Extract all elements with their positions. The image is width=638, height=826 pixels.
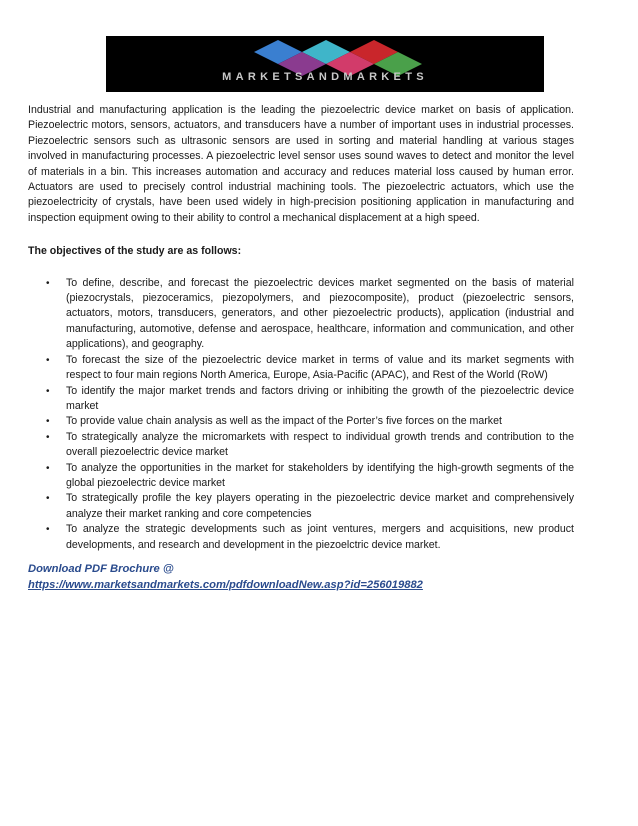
objective-text: To strategically analyze the micromarkets with respect to individual growth trends and contribution to the overall piezoelectric device market [66, 430, 574, 459]
objective-item [28, 461, 574, 492]
bullet-icon: • [46, 385, 50, 397]
logo-diamonds-graphic [106, 36, 544, 92]
bullet-icon: • [46, 493, 50, 505]
download-brochure-label: Download PDF Brochure @ [28, 562, 174, 575]
objective-text: To strategically profile the key players operating in the piezoelectric device market and comprehensively analyze their market ranking and core competencies [66, 492, 574, 520]
bullet-icon: • [46, 431, 50, 443]
objectives-heading: The objectives of the study are as follows: [28, 245, 242, 258]
bullet-icon: • [46, 277, 50, 289]
bullet-icon: • [46, 416, 50, 428]
objective-item [28, 522, 574, 553]
download-brochure-block [28, 561, 574, 593]
bullet-icon: • [46, 354, 50, 366]
objective-text: To analyze the strategic developments such as joint ventures, mergers and acquisitions, new product developments, and research and development in the piezoelctric device market. [66, 523, 574, 551]
objective-item [28, 491, 574, 522]
download-brochure-link[interactable]: https://www.marketsandmarkets.com/pdfdownloadNew.asp?id=256019882 [28, 578, 423, 591]
bullet-icon: • [46, 524, 50, 536]
document-body [28, 103, 574, 593]
objective-item [28, 430, 574, 461]
objective-item [28, 276, 574, 353]
logo-brand-text: MARKETSANDMARKETS [222, 71, 428, 83]
objective-text: To analyze the opportunities in the market for stakeholders by identifying the high-growth segments of the global piezoelectric device market [66, 461, 574, 489]
objective-item [28, 384, 574, 415]
objective-item [28, 353, 574, 384]
objectives-list [28, 276, 574, 553]
objective-text: To forecast the size of the piezoelectric device market in terms of value and its market segments with respect to four main regions North America, Europe, Asia-Pacific (APAC), and Rest of the World (RoW) [66, 353, 574, 382]
objective-text: To provide value chain analysis as well as the impact of the Porter’s five forces on the market [66, 415, 502, 428]
bullet-icon: • [46, 462, 50, 474]
marketsandmarkets-logo [106, 36, 544, 92]
objective-text: To define, describe, and forecast the piezoelectric devices market segmented on the basis of material (piezocrystals, piezoceramics, piezopolymers, and piezocomposite), product (piezoelectric sensors, actuators, motors, transducers, generators, and other piezoelectric products), application (industrial and manufacturing, automotive, defense and aerospace, healthcare, information and communication, and other applications), and geography. [66, 276, 574, 351]
intro-paragraph: Industrial and manufacturing application is the leading the piezoelectric device market on basis of application. Piezoelectric motors, sensors, actuators, and transducers have a number of important uses in industrial processes. Piezoelectric sensors such as ultrasonic sensors are used in sorting and material handling at various stages involved in manufacturing processes. A piezoelectric level sensor uses sound waves to detect and monitor the level of materials in a bin. This increases automation and accuracy and reduces material loss caused by human error. Actuators are used to precisely control industrial machining tools. The piezoelectric actuators, which use the piezoelectricity of crystals, have been used widely in high-precision positioning application in manufacturing and inspection equipment owing to their ability to control a mechanical displacement at a high speed. [28, 104, 574, 224]
objective-item [28, 414, 574, 429]
objective-text: To identify the major market trends and factors driving or inhibiting the growth of the piezoelectric device market [66, 384, 574, 412]
